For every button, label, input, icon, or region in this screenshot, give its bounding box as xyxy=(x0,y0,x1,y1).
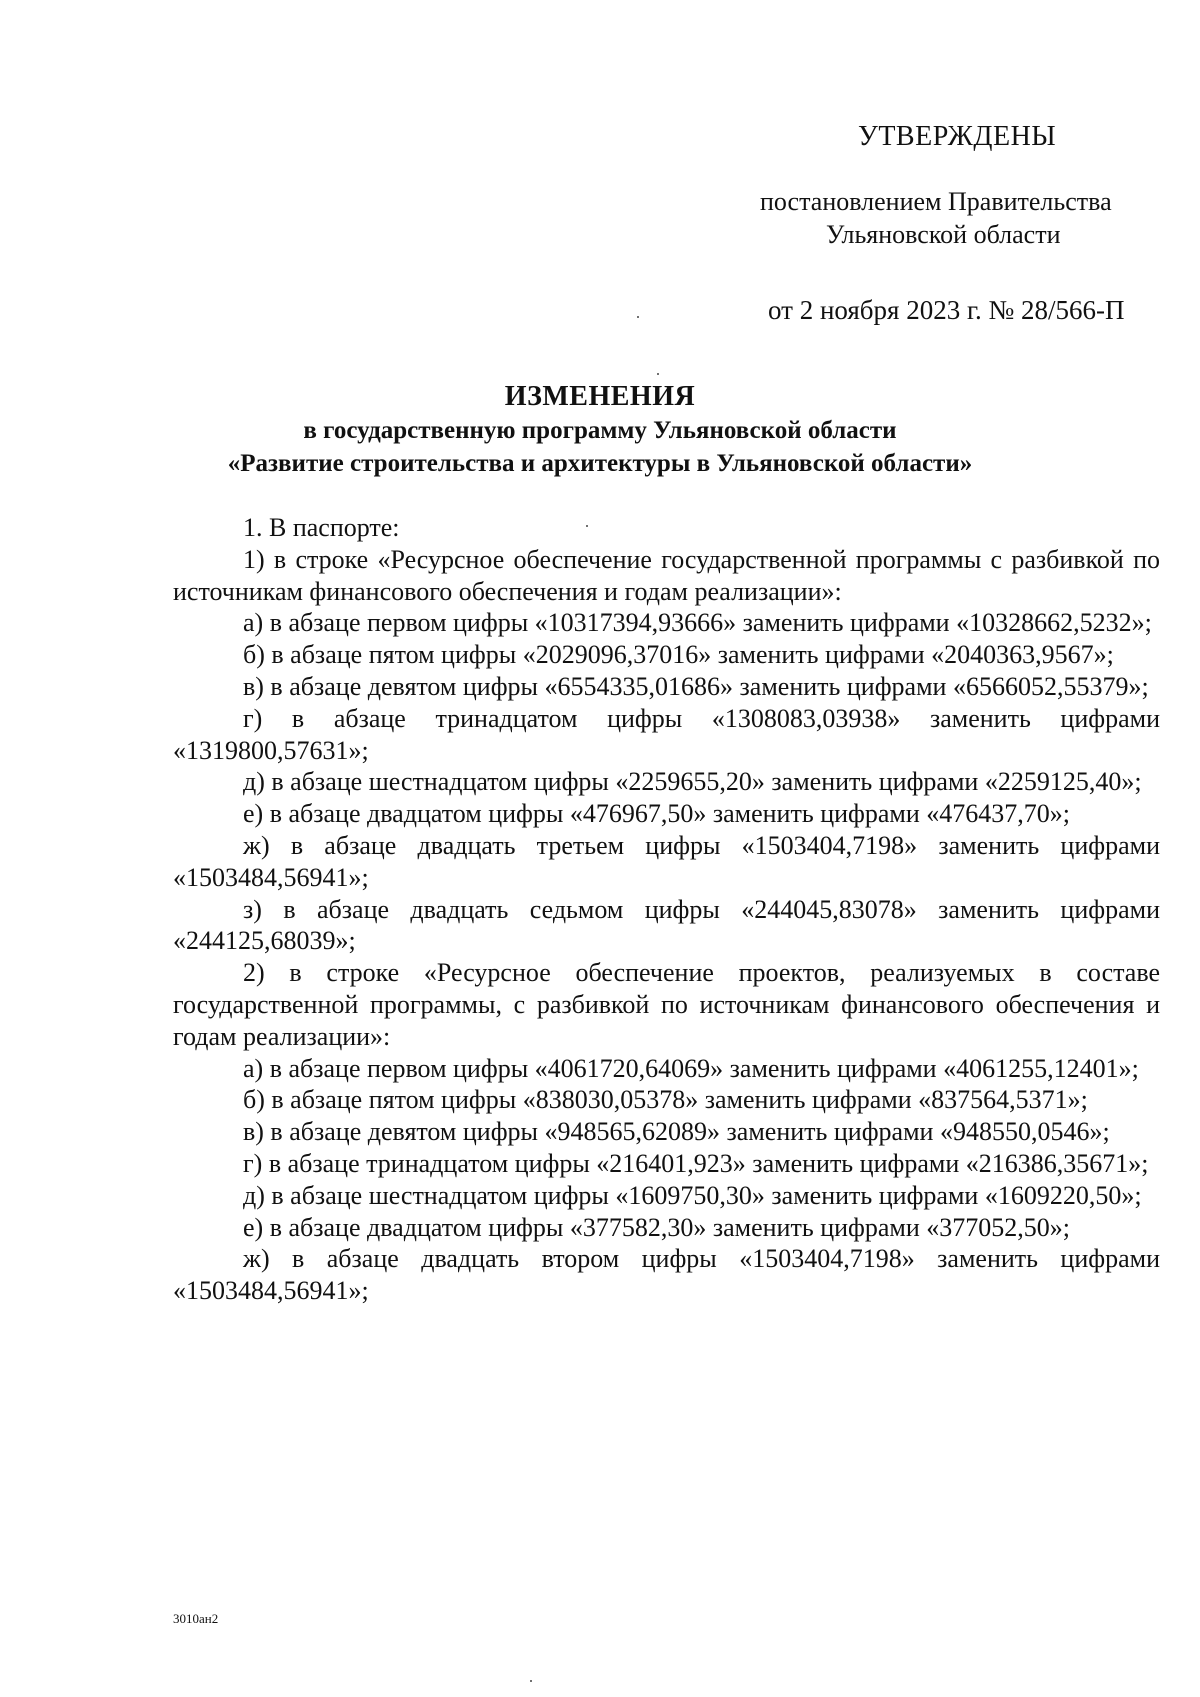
document-code: 3010ан2 xyxy=(173,1611,219,1626)
scan-speck xyxy=(657,373,659,375)
paragraph: г) в абзаце тринадцатом цифры «1308083,03938» заменить цифрами «1319800,57631»; xyxy=(173,703,1160,765)
decree-line-1: постановлением Правительства xyxy=(760,187,1112,216)
title-line-1: ИЗМЕНЕНИЯ xyxy=(504,381,696,412)
title-line-2: в государственную программу Ульяновской области xyxy=(303,417,897,444)
paragraph: в) в абзаце девятом цифры «6554335,01686» заменить цифрами «6566052,55379»; xyxy=(243,671,1149,701)
paragraph: г) в абзаце тринадцатом цифры «216401,923» заменить цифрами «216386,35671»; xyxy=(243,1148,1149,1178)
paragraph: 2) в строке «Ресурсное обеспечение проектов, реализуемых в составе государственной программы, с разбивкой по источникам финансового обеспечения и годам реализации»: xyxy=(173,958,1160,1051)
decree-date: от 2 ноября 2023 г. № 28/566-П xyxy=(768,295,1125,325)
paragraph: з) в абзаце двадцать седьмом цифры «244045,83078» заменить цифрами «244125,68039»; xyxy=(173,894,1160,956)
paragraph: б) в абзаце пятом цифры «2029096,37016» заменить цифрами «2040363,9567»; xyxy=(243,640,1114,670)
paragraph: 1) в строке «Ресурсное обеспечение государственной программы с разбивкой по источникам финансового обеспечения и годам реализации»: xyxy=(173,544,1160,606)
paragraph: д) в абзаце шестнадцатом цифры «1609750,30» заменить цифрами «1609220,50»; xyxy=(243,1180,1142,1210)
paragraph: ж) в абзаце двадцать третьем цифры «1503404,7198» заменить цифрами «1503484,56941»; xyxy=(173,830,1160,892)
document-title xyxy=(160,380,1040,480)
document-body xyxy=(173,512,1160,1307)
scan-speck xyxy=(637,316,639,318)
paragraph: д) в абзаце шестнадцатом цифры «2259655,20» заменить цифрами «2259125,40»; xyxy=(243,767,1142,797)
paragraph: е) в абзаце двадцатом цифры «476967,50» заменить цифрами «476437,70»; xyxy=(243,799,1070,829)
scan-speck xyxy=(586,525,588,527)
paragraph: в) в абзаце девятом цифры «948565,62089» заменить цифрами «948550,0546»; xyxy=(243,1117,1110,1147)
scan-speck xyxy=(530,1680,532,1682)
title-line-3: «Развитие строительства и архитектуры в Ульяновской области» xyxy=(227,450,973,477)
decree-line-2: Ульяновской области xyxy=(826,220,1061,249)
paragraph: а) в абзаце первом цифры «10317394,93666» заменить цифрами «10328662,5232»; xyxy=(243,608,1152,638)
decree-reference xyxy=(760,185,1160,251)
paragraph: ж) в абзаце двадцать втором цифры «1503404,7198» заменить цифрами «1503484,56941»; xyxy=(173,1244,1160,1306)
paragraph: а) в абзаце первом цифры «4061720,64069» заменить цифрами «4061255,12401»; xyxy=(243,1053,1139,1083)
approval-stamp-heading: УТВЕРЖДЕНЫ xyxy=(858,121,1057,152)
paragraph: б) в абзаце пятом цифры «838030,05378» заменить цифрами «837564,5371»; xyxy=(243,1085,1088,1115)
paragraph: 1. В паспорте: xyxy=(243,513,400,542)
paragraph: е) в абзаце двадцатом цифры «377582,30» заменить цифрами «377052,50»; xyxy=(243,1212,1070,1242)
